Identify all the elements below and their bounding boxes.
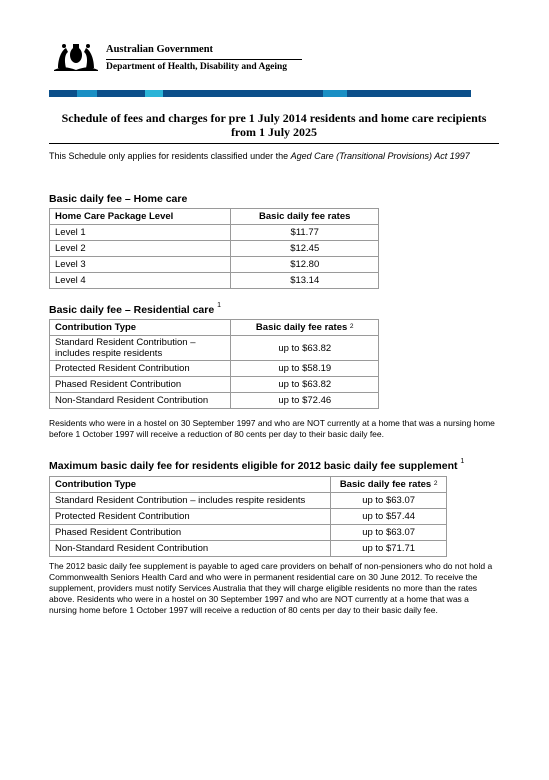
document-title-line-2: from 1 July 2025 <box>230 125 318 139</box>
government-name: Australian Government <box>106 44 214 55</box>
row-label: Standard Resident Contribution – includes respite residents <box>50 336 231 361</box>
table-row <box>50 257 379 273</box>
row-value: $12.45 <box>231 241 379 257</box>
row-value: up to $63.82 <box>231 336 379 361</box>
table-header-row <box>50 477 447 493</box>
stripe-segment <box>145 90 163 97</box>
stripe-segment <box>347 90 471 97</box>
row-value: up to $63.07 <box>331 525 447 541</box>
row-label: Phased Resident Contribution <box>50 377 231 393</box>
table-row <box>50 377 379 393</box>
residential-care-table <box>49 319 379 409</box>
table-row <box>50 361 379 377</box>
row-label: Non-Standard Resident Contribution <box>50 541 331 557</box>
row-value: up to $63.07 <box>331 493 447 509</box>
footnote-marker: 1 <box>460 458 465 465</box>
row-value: up to $57.44 <box>331 509 447 525</box>
column-header: Basic daily fee rates $^2$ <box>331 477 447 493</box>
table-row <box>50 393 379 409</box>
row-label: Level 4 <box>50 273 231 289</box>
table-row <box>50 241 379 257</box>
stripe-segment <box>323 90 347 97</box>
column-header: Contribution Type <box>50 477 331 493</box>
row-value: up to $63.82 <box>231 377 379 393</box>
supplement-heading: Maximum basic daily fee for residents eligible for 2012 basic daily fee supplement $^1$ <box>49 458 465 472</box>
stripe-segment <box>163 90 323 97</box>
supplement-note: The 2012 basic daily fee supplement is payable to aged care providers on behalf of non-pensioners who do not hold a Commonwealth Seniors Health Card and who were in permanent residential care on 30 June 2012. To receive the supplement, providers must notify Services Australia that they will charge eligible residents no more than the rates above. Residents who were in a hostel on 30 September 1997 and who are NOT currently at a home that was a nursing home before 1 October 1997 will receive a reduction of 80 cents per day to their basic daily fee. <box>49 561 493 615</box>
title-rule <box>49 143 499 144</box>
table-row <box>50 509 447 525</box>
table-row <box>50 225 379 241</box>
intro-text: This Schedule only applies for residents classified under the <box>49 151 291 161</box>
home-care-table <box>49 208 379 289</box>
table-row <box>50 493 447 509</box>
stripe-segment <box>49 90 77 97</box>
table-header-row <box>50 320 379 336</box>
table-row <box>50 525 447 541</box>
column-header: Basic daily fee rates <box>231 209 379 225</box>
row-value: up to $72.46 <box>231 393 379 409</box>
row-value: $11.77 <box>231 225 379 241</box>
residential-note: Residents who were in a hostel on 30 September 1997 and who are NOT currently at a home that was a nursing home before 1 October 1997 will receive a reduction of 80 cents per day to their basic daily fee. <box>49 418 495 439</box>
table-row <box>50 541 447 557</box>
table-row <box>50 336 379 361</box>
row-label: Level 1 <box>50 225 231 241</box>
row-label: Non-Standard Resident Contribution <box>50 393 231 409</box>
residential-care-heading: Basic daily fee – Residential care $^1$ <box>49 302 221 316</box>
header-colour-stripe <box>49 90 471 97</box>
row-value: $13.14 <box>231 273 379 289</box>
header-rule <box>106 59 302 60</box>
department-name: Department of Health, Disability and Ageing <box>106 62 288 72</box>
column-header: Basic daily fee rates $^2$ <box>231 320 379 336</box>
row-label: Phased Resident Contribution <box>50 525 331 541</box>
row-value: up to $71.71 <box>331 541 447 557</box>
row-label: Level 2 <box>50 241 231 257</box>
act-name: Aged Care (Transitional Provisions) Act 1997 <box>290 151 470 161</box>
table-row <box>50 273 379 289</box>
document-title-line-1: Schedule of fees and charges for pre 1 July 2014 residents and home care recipients <box>61 111 487 125</box>
column-header: Home Care Package Level <box>50 209 231 225</box>
row-value: $12.80 <box>231 257 379 273</box>
row-value: up to $58.19 <box>231 361 379 377</box>
footnote-marker: 1 <box>217 302 221 309</box>
column-header: Contribution Type <box>50 320 231 336</box>
table-header-row <box>50 209 379 225</box>
row-label: Protected Resident Contribution <box>50 509 331 525</box>
footnote-marker: 2 <box>349 323 354 330</box>
row-label: Level 3 <box>50 257 231 273</box>
stripe-segment <box>97 90 145 97</box>
intro-paragraph <box>49 151 499 162</box>
stripe-segment <box>77 90 97 97</box>
row-label: Protected Resident Contribution <box>50 361 231 377</box>
footnote-marker: 2 <box>433 480 438 487</box>
supplement-table <box>49 476 447 557</box>
row-label: Standard Resident Contribution – includes respite residents <box>50 493 331 509</box>
document-title <box>49 111 499 139</box>
coat-of-arms-icon <box>52 40 100 72</box>
home-care-heading: Basic daily fee – Home care <box>49 193 188 205</box>
